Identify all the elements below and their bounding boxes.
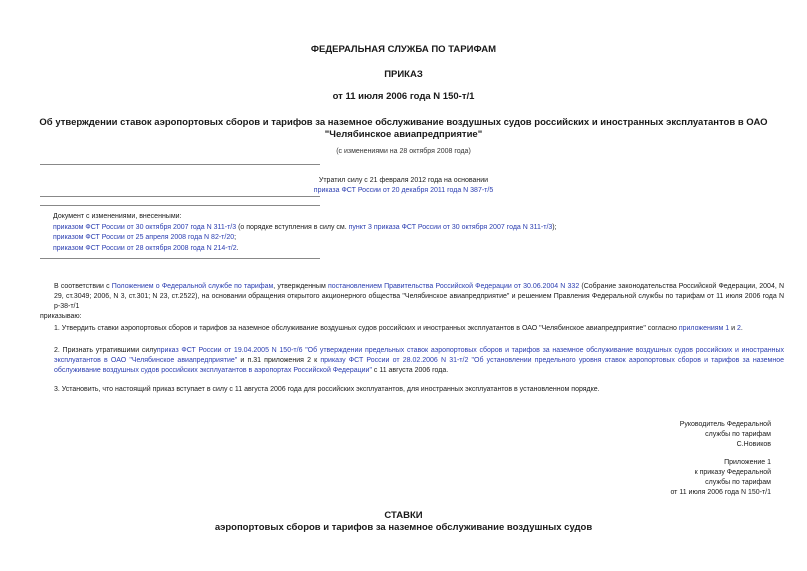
divider (40, 164, 320, 165)
order-31-title-link[interactable]: "Об установлении предельного уровня ставок аэропортовых сборов и тарифов за наземное обслуживание воздушных судов российских эксплуатантов в аэропортах Российской Федерации" (54, 357, 784, 374)
changes-item-1 (53, 223, 557, 234)
appendix-1-link[interactable]: приложениям 1 (678, 325, 730, 332)
clause-text: 2. Признать утратившими силу (54, 347, 157, 354)
change-text: ; (234, 234, 237, 241)
appendix-ref-date: от 11 июля 2006 года N 150-т/1 (670, 489, 771, 496)
changes-intro: Документ с изменениями, внесенными: (53, 213, 182, 220)
clause-text: и п.31 приложения 2 к (237, 357, 321, 364)
change-text: (о порядке вступления в силу см. (236, 223, 349, 231)
clause-text: . (740, 325, 743, 332)
basis-paragraph (40, 282, 784, 312)
expired-notice (0, 176, 807, 196)
clause-text: и (729, 325, 737, 332)
change-link-1b[interactable]: пункт 3 приказа ФСТ России от 30 октября 2007 года N 311-т/3 (348, 223, 553, 231)
organization-heading: ФЕДЕРАЛЬНАЯ СЛУЖБА ПО ТАРИФАМ (310, 44, 497, 55)
expired-link[interactable]: приказа ФСТ России от 20 декабря 2011 года N 387-т/5 (313, 187, 494, 194)
divider (40, 196, 320, 197)
order-31-link[interactable]: приказу ФСТ России от 28.02.2006 N 31-т/2 (320, 357, 469, 364)
clause-1 (40, 324, 784, 334)
rates-title: СТАВКИ (384, 510, 423, 521)
rates-subtitle: аэропортовых сборов и тарифов за наземное обслуживание воздушных судов (214, 522, 593, 533)
changes-item-3 (53, 244, 557, 255)
signature-block (680, 420, 771, 450)
amendments-note: (с изменениями на 28 октября 2008 года) (336, 148, 471, 155)
orders-word: приказываю: (40, 313, 82, 320)
document-title-line2: "Челябинское авиапредприятие" (324, 129, 483, 140)
change-link-2[interactable]: приказом ФСТ России от 25 апреля 2008 года N 82-т/20 (53, 234, 235, 241)
change-text: ); (552, 223, 557, 231)
divider (40, 258, 320, 259)
appendix-2-link[interactable]: 2 (737, 325, 741, 332)
clause-text: с 11 августа 2006 года. (371, 367, 449, 374)
document-title-line1: Об утверждении ставок аэропортовых сборов и тарифов за наземное обслуживание воздушных судов российских и иностранных эксплуатантов в ОАО (39, 117, 768, 128)
appendix-ref: к приказу Федеральной (694, 469, 771, 476)
change-link-3[interactable]: приказом ФСТ России от 28 октября 2008 года N 214-т/2 (53, 244, 237, 252)
appendix-number: Приложение 1 (724, 459, 771, 466)
change-text: . (236, 244, 239, 252)
document-type: ПРИКАЗ (384, 69, 423, 80)
clause-2 (40, 346, 784, 376)
repealed-order-link[interactable]: приказ ФСТ России от 19.04.2005 N 150-т/6 (156, 347, 303, 354)
basis-text: , утвержденным (273, 283, 328, 290)
basis-link-regulation[interactable]: Положением о Федеральной службе по тарифам (111, 283, 274, 290)
repealed-order-title-link[interactable]: "Об утверждении предельных ставок аэропортовых сборов и тарифов за наземное обслуживание воздушных судов российских и иностранных эксплуатантов в ОАО "Челябинское авиапредприятие" (54, 347, 784, 364)
basis-link-decree[interactable]: постановлением Правительства Российской Федерации от 30.06.2004 N 332 (327, 283, 580, 290)
basis-text: (Собрание законодательства Российской Федерации, 2004, N 29, ст.3049; 2006, N 3, ст.301; N 23, ст.2522), на основании обращения открытого акционерного общества "Челябинское авиапредприятие" и решением Правления Федеральной службы по тарифам от 11 июля 2006 года N р-38-т/1 (54, 283, 785, 310)
appendix-header (670, 458, 771, 498)
basis-text: В соответствии с (54, 283, 112, 290)
signature-position: Руководитель Федеральной (679, 421, 771, 428)
clause-3: 3. Установить, что настоящий приказ вступает в силу с 11 августа 2006 года для российских эксплуатантов, для иностранных эксплуатантов в установленном порядке. (54, 386, 600, 393)
changes-list (53, 212, 557, 254)
expired-text: Утратил силу с 21 февраля 2012 года на основании (318, 177, 489, 184)
signature-name: С.Новиков (736, 441, 771, 448)
changes-item-2 (53, 233, 557, 244)
document-date-number: от 11 июля 2006 года N 150-т/1 (332, 91, 475, 102)
change-link-1[interactable]: приказом ФСТ России от 30 октября 2007 года N 311-т/3 (53, 223, 237, 231)
document-title (0, 117, 807, 141)
clause-text: 1. Утвердить ставки аэропортовых сборов и тарифов за наземное обслуживание воздушных судов российских и иностранных эксплуатантов в ОАО "Челябинское авиапредприятие" согласно (54, 325, 679, 332)
appendix-ref-org: службы по тарифам (705, 479, 771, 486)
signature-organization: службы по тарифам (705, 431, 771, 438)
divider (40, 205, 320, 206)
